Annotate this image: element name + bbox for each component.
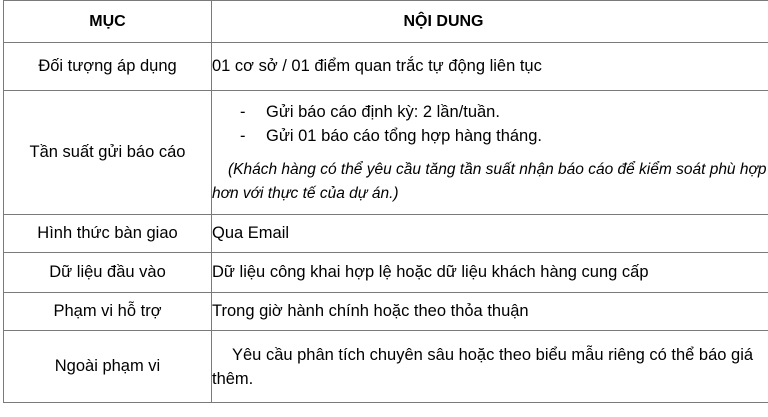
list-item-text: Gửi báo cáo định kỳ: 2 lần/tuần. [266,102,500,121]
row-label: Ngoài phạm vi [4,331,212,403]
row-label: Tần suất gửi báo cáo [4,91,212,215]
row-label: Phạm vi hỗ trợ [4,293,212,331]
table-row-delivery-method [4,215,768,253]
list-item-text: Gửi 01 báo cáo tổng hợp hàng tháng. [266,126,542,145]
service-scope-table [3,0,768,403]
row-label: Đối tượng áp dụng [4,43,212,91]
bullet-dash: - [240,126,246,145]
frequency-list [212,100,768,148]
row-value [212,331,768,403]
table-row-report-frequency [4,91,768,215]
header-item: MỤC [4,1,212,43]
row-value: 01 cơ sở / 01 điểm quan trắc tự động liên tục [212,43,768,91]
frequency-note: (Khách hàng có thể yêu cầu tăng tần suất nhận báo cáo để kiểm soát phù hợp hơn với thực tế của dự án.) [212,160,767,202]
row-label: Hình thức bàn giao [4,215,212,253]
list-item [212,100,768,124]
row-value [212,91,768,215]
header-content: NỘI DUNG [212,1,768,43]
row-label: Dữ liệu đầu vào [4,253,212,293]
table-row-out-of-scope [4,331,768,403]
list-item [212,124,768,148]
table-row-applicable-object [4,43,768,91]
row-value: Dữ liệu công khai hợp lệ hoặc dữ liệu khách hàng cung cấp [212,253,768,293]
out-of-scope-text: Yêu cầu phân tích chuyên sâu hoặc theo biểu mẫu riêng có thể báo giá thêm. [212,345,754,388]
bullet-dash: - [240,102,246,121]
table-header-row [4,1,768,43]
table-row-support-scope [4,293,768,331]
table-row-input-data [4,253,768,293]
row-value: Qua Email [212,215,768,253]
row-value: Trong giờ hành chính hoặc theo thỏa thuận [212,293,768,331]
